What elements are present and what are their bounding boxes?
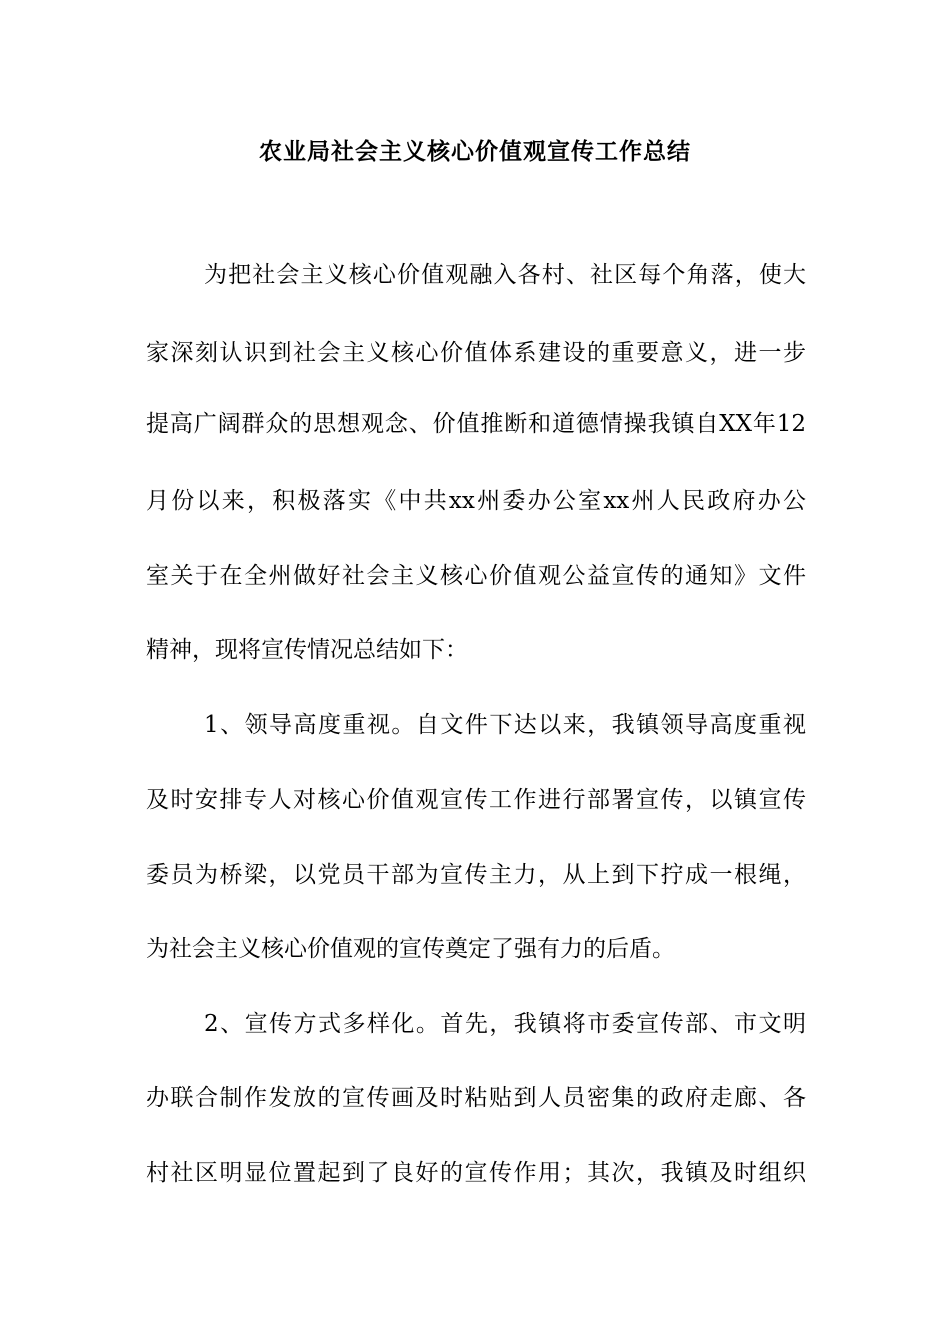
paragraph-line: 精神，现将宣传情况总结如下： bbox=[146, 637, 468, 663]
paragraph-line: 1、领导高度重视。自文件下达以来，我镇领导高度重视 bbox=[204, 712, 806, 738]
paragraph-line: 家深刻认识到社会主义核心价值体系建设的重要意义，进一步 bbox=[146, 340, 806, 366]
paragraph-line: 月份以来，积极落实《中共xx州委办公室xx州人民政府办公 bbox=[146, 488, 806, 514]
paragraph-line: 提高广阔群众的思想观念、价值推断和道德情操我镇自XX年12 bbox=[146, 411, 806, 437]
paragraph-line: 村社区明显位置起到了良好的宣传作用；其次，我镇及时组织 bbox=[146, 1160, 806, 1186]
paragraph-line: 2、宣传方式多样化。首先，我镇将市委宣传部、市文明 bbox=[204, 1011, 806, 1037]
paragraph-line: 办联合制作发放的宣传画及时粘贴到人员密集的政府走廊、各 bbox=[146, 1085, 806, 1111]
paragraph-line: 委员为桥梁，以党员干部为宣传主力，从上到下拧成一根绳， bbox=[146, 862, 806, 888]
paragraph-line: 室关于在全州做好社会主义核心价值观公益宣传的通知》文件 bbox=[146, 563, 806, 589]
paragraph-line: 为社会主义核心价值观的宣传奠定了强有力的后盾。 bbox=[146, 936, 675, 962]
paragraph-line: 为把社会主义核心价值观融入各村、社区每个角落，使大 bbox=[204, 262, 806, 288]
document-title: 农业局社会主义核心价值观宣传工作总结 bbox=[259, 138, 691, 165]
paragraph-line: 及时安排专人对核心价值观宣传工作进行部署宣传，以镇宣传 bbox=[146, 787, 806, 813]
